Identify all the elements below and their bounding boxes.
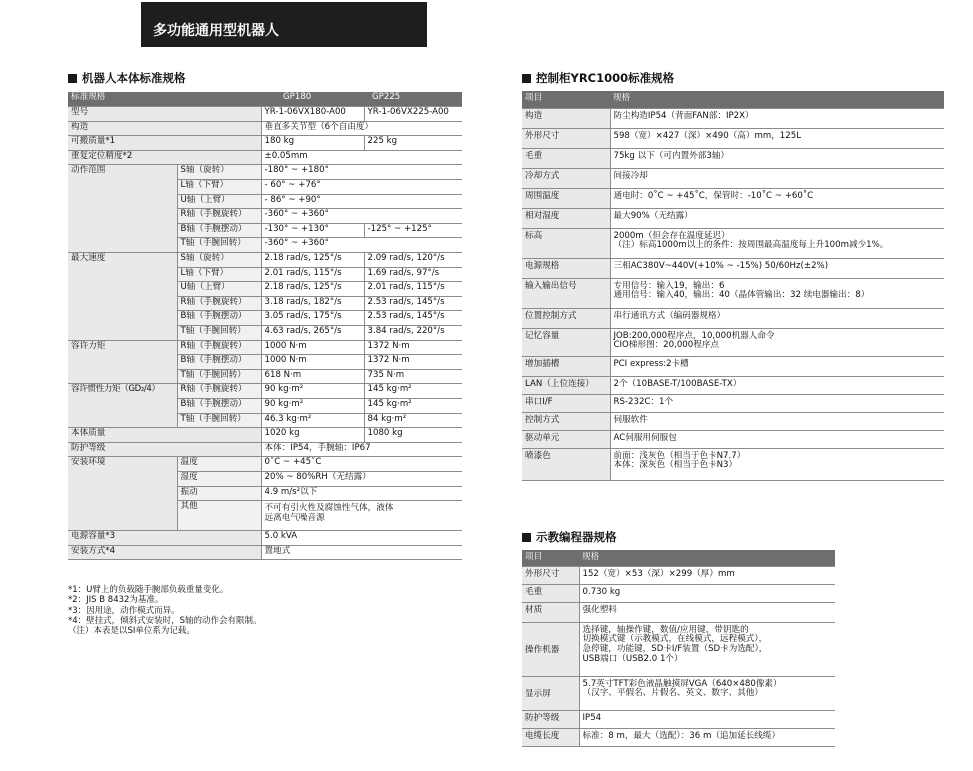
cell-gp225: 3.84 rad/s, 220°/s (364, 326, 462, 341)
value-line: 本体：深灰色（相当于色卡N3） (613, 460, 738, 471)
row-label: 相对湿度 (522, 208, 610, 228)
group-label-environment: 安装环境 (68, 457, 177, 531)
table-row (68, 107, 462, 122)
table-row (68, 150, 462, 165)
cell-value: 20% ~ 80%RH（无结露） (261, 471, 462, 486)
table-row (68, 253, 462, 268)
cell-gp225: 225 kg (364, 136, 462, 151)
cell-value: AC伺服用伺服包 (610, 430, 944, 448)
cell-gp225: -125° ~ +125° (364, 223, 462, 238)
row-label: 位置控制方式 (522, 308, 610, 328)
table-row (68, 545, 462, 560)
cell-value: PCI express:2卡槽 (610, 356, 944, 376)
env-label: 振动 (177, 486, 261, 501)
table-row (522, 376, 944, 394)
group-label-motion-range: 动作范围 (68, 165, 177, 253)
controller-spec-title-text: 控制柜YRC1000标准规格 (536, 71, 675, 85)
footnote: *1：U臂上的负载随手腕部负载重量变化。 (68, 585, 229, 595)
cell-value (610, 448, 944, 480)
row-label: 材质 (522, 602, 579, 622)
table-row (522, 448, 944, 480)
row-label: LAN（上位连接） (522, 376, 610, 394)
header-col-gp225: GP225 (364, 92, 462, 107)
row-label: 周围温度 (522, 188, 610, 208)
table-row (68, 136, 462, 151)
row-label: 驱动单元 (522, 430, 610, 448)
cell-gp180: YR-1-06VX180-A00 (261, 107, 364, 122)
cell-value: 强化塑料 (579, 602, 835, 622)
env-other-line: 不可有引火性及腐蚀性气体，液体 (264, 503, 394, 514)
cell-gp180: 3.05 rad/s, 175°/s (261, 311, 364, 326)
value-line: CIO梯形图：20,000程序点 (613, 340, 720, 351)
cell-value: 152（宽）×53（深）×299（厚）mm (579, 566, 835, 584)
env-label: 其他 (177, 501, 261, 531)
cell-value: 三相AC380V~440V(+10% ~ -15%) 50/60Hz(±2%) (610, 258, 944, 278)
row-label: 操作机器 (522, 622, 579, 676)
cell-value: ±0.05mm (261, 150, 462, 165)
cell-gp180: 3.18 rad/s, 182°/s (261, 296, 364, 311)
cell-value (261, 501, 462, 531)
cell-gp225: 84 kg·m² (364, 413, 462, 428)
axis-label: B轴（手腕摆动） (177, 355, 261, 370)
cell-value: 串行通讯方式（编码器规格） (610, 308, 944, 328)
table-row (68, 121, 462, 136)
row-label: 构造 (68, 121, 261, 136)
header-spec: 规格 (610, 91, 944, 108)
row-label: 外形尺寸 (522, 128, 610, 148)
banner-title: 多功能通用型机器人 (153, 23, 279, 39)
axis-label: T轴（手腕回转） (177, 369, 261, 384)
cell-gp225: 2.09 rad/s, 120°/s (364, 253, 462, 268)
row-label: 增加插槽 (522, 356, 610, 376)
table-row (522, 258, 944, 278)
row-label: 重复定位精度*2 (68, 150, 261, 165)
cell-gp180: 4.63 rad/s, 265°/s (261, 326, 364, 341)
table-row (522, 328, 944, 356)
cell-gp180: 180 kg (261, 136, 364, 151)
axis-label: T轴（手腕回转） (177, 326, 261, 341)
cell-gp180: 46.3 kg·m² (261, 413, 364, 428)
cell-value: 标准：8 m，最大（选配）：36 m（追加延长线缆） (579, 728, 835, 746)
value-line: 选择键，轴操作键，数值/应用键，带钥匙的 (582, 624, 749, 635)
table-row (522, 278, 944, 308)
row-label: 毛重 (522, 584, 579, 602)
cell-gp225: 1372 N·m (364, 340, 462, 355)
table-row (522, 676, 835, 710)
value-line: 通用信号：输入40，输出：40（晶体管输出：32 续电器输出：8） (613, 290, 870, 301)
footnote: *4：壁挂式，倾斜式安装时，S轴的动作会有限制。 (68, 615, 262, 626)
table-row (68, 428, 462, 443)
footnote: （注）本表是以SI单位系为记载。 (68, 626, 195, 637)
row-label: 显示屏 (522, 676, 579, 710)
cell-value: -360° ~ +360° (261, 238, 462, 253)
header-item: 项目 (522, 550, 579, 566)
cell-value: RS-232C：1个 (610, 394, 944, 412)
page-banner (141, 2, 427, 47)
table-header-row (68, 92, 462, 107)
row-label: 可搬质量*1 (68, 136, 261, 151)
pendant-spec-title (522, 529, 617, 545)
robot-spec-title-text: 机器人本体标准规格 (82, 71, 186, 85)
cell-gp180: 618 N·m (261, 369, 364, 384)
square-bullet-icon (522, 533, 531, 542)
row-label: 防护等级 (522, 710, 579, 728)
value-line: 切换模式键（示教模式，在线模式，远程模式）， (582, 634, 768, 645)
group-label-allowable-inertia: 容许惯性力矩（GD₂/4） (68, 384, 177, 428)
value-line: （汉字、平假名、片假名、英文、数字、其他） (582, 688, 763, 699)
row-label: 本体质量 (68, 428, 261, 443)
cell-value: 0.730 kg (579, 584, 835, 602)
cell-value: 5.0 kVA (261, 531, 462, 546)
cell-gp225: 735 N·m (364, 369, 462, 384)
row-label: 外形尺寸 (522, 566, 579, 584)
table-row (522, 188, 944, 208)
axis-label: R轴（手腕旋转） (177, 296, 261, 311)
table-row (522, 584, 835, 602)
header-item: 项目 (522, 91, 610, 108)
cell-gp225: 2.53 rad/s, 145°/s (364, 311, 462, 326)
axis-label: U轴（上臂） (177, 194, 261, 209)
table-row (522, 566, 835, 584)
cell-gp180: 90 kg·m² (261, 398, 364, 413)
cell-value (579, 622, 835, 676)
axis-label: S轴（旋转） (177, 253, 261, 268)
cell-value (579, 676, 835, 710)
table-row (522, 308, 944, 328)
axis-label: S轴（旋转） (177, 165, 261, 180)
header-col-gp180: GP180 (261, 92, 364, 107)
cell-gp180: 90 kg·m² (261, 384, 364, 399)
footnote: *2：JIS B 8432为基准。 (68, 595, 164, 606)
header-spec: 规格 (579, 550, 835, 566)
cell-gp225: 2.01 rad/s, 115°/s (364, 282, 462, 297)
cell-gp180: 1020 kg (261, 428, 364, 443)
axis-label: T轴（手腕回转） (177, 238, 261, 253)
table-row (522, 394, 944, 412)
row-label: 电源规格 (522, 258, 610, 278)
cell-gp225: 1372 N·m (364, 355, 462, 370)
value-line: 急停键，功能键，SD卡I/F装置（SD卡为选配）， (582, 644, 768, 655)
axis-label: R轴（手腕旋转） (177, 209, 261, 224)
cell-gp225: 1080 kg (364, 428, 462, 443)
cell-value: IP54 (579, 710, 835, 728)
header-label: 标准规格 (68, 92, 261, 107)
table-row (68, 165, 462, 180)
table-row (522, 710, 835, 728)
cell-value (610, 278, 944, 308)
group-label-allowable-moment: 容许力矩 (68, 340, 177, 384)
table-row (68, 442, 462, 457)
axis-label: T轴（手腕回转） (177, 413, 261, 428)
cell-value: 75kg 以下（可内置外部3轴） (610, 148, 944, 168)
value-line: 5.7英寸TFT彩色液晶触摸屏VGA（640×480像素） (582, 678, 782, 689)
value-line: 专用信号：输入19，输出：6 (613, 280, 725, 291)
cell-gp180: 2.18 rad/s, 125°/s (261, 253, 364, 268)
table-row (68, 384, 462, 399)
cell-value: 间接冷却 (610, 168, 944, 188)
cell-value: 通电时：0˚C ~ +45˚C，保管时：-10˚C ~ +60˚C (610, 188, 944, 208)
row-label: 电缆长度 (522, 728, 579, 746)
row-label: 电源容量*3 (68, 531, 261, 546)
row-label: 毛重 (522, 148, 610, 168)
row-label: 冷却方式 (522, 168, 610, 188)
cell-gp180: 2.18 rad/s, 125°/s (261, 282, 364, 297)
value-line: （注）标高1000m以上的条件：按周围最高温度每上升100m减少1%。 (613, 240, 889, 251)
cell-value: 最大90%（无结露） (610, 208, 944, 228)
table-row (522, 208, 944, 228)
axis-label: B轴（手腕摆动） (177, 223, 261, 238)
cell-gp225: 145 kg·m² (364, 398, 462, 413)
row-label: 喷漆色 (522, 448, 610, 480)
square-bullet-icon (68, 74, 77, 83)
axis-label: R轴（手腕旋转） (177, 340, 261, 355)
cell-value: - 86° ~ +90° (261, 194, 462, 209)
table-header-row (522, 550, 835, 566)
row-label: 输入输出信号 (522, 278, 610, 308)
table-row (522, 728, 835, 746)
axis-label: L轴（下臂） (177, 267, 261, 282)
table-row (522, 602, 835, 622)
cell-gp180: 1000 N·m (261, 355, 364, 370)
cell-value: 置地式 (261, 545, 462, 560)
cell-value: 伺服软件 (610, 412, 944, 430)
cell-value: 2个（10BASE-T/100BASE-TX） (610, 376, 944, 394)
table-row (68, 457, 462, 472)
table-row (522, 412, 944, 430)
cell-gp180: 1000 N·m (261, 340, 364, 355)
row-label: 记忆容量 (522, 328, 610, 356)
robot-spec-table (68, 92, 462, 560)
row-label: 型号 (68, 107, 261, 122)
axis-label: L轴（下臂） (177, 180, 261, 195)
row-label: 安装方式*4 (68, 545, 261, 560)
env-label: 湿度 (177, 471, 261, 486)
square-bullet-icon (522, 74, 531, 83)
robot-spec-title (68, 70, 186, 86)
controller-spec-table (522, 91, 944, 481)
table-row (522, 228, 944, 258)
group-label-max-speed: 最大速度 (68, 253, 177, 341)
value-line: 2000m（但会存在温度延迟） (613, 230, 730, 241)
table-row (68, 340, 462, 355)
table-row (68, 531, 462, 546)
cell-value: - 60° ~ +76° (261, 180, 462, 195)
cell-value: 598（宽）×427（深）×490（高）mm，125L (610, 128, 944, 148)
cell-gp225: 1.69 rad/s, 97°/s (364, 267, 462, 282)
axis-label: U轴（上臂） (177, 282, 261, 297)
footnotes (68, 585, 262, 636)
value-line: 前面：浅灰色（相当于色卡N7.7） (613, 450, 746, 461)
cell-value: 0˚C ~ +45˚C (261, 457, 462, 472)
controller-spec-title (522, 70, 674, 86)
pendant-spec-title-text: 示教编程器规格 (536, 530, 617, 544)
cell-gp180: -130° ~ +130° (261, 223, 364, 238)
row-label: 串口I/F (522, 394, 610, 412)
axis-label: B轴（手腕摆动） (177, 398, 261, 413)
row-label: 防护等级 (68, 442, 261, 457)
table-row (522, 168, 944, 188)
cell-value: -360° ~ +360° (261, 209, 462, 224)
footnote: *3：因用途，动作模式而异。 (68, 605, 180, 616)
table-row (522, 128, 944, 148)
value-line: USB端口（USB2.0 1个） (582, 654, 683, 665)
cell-value: 4.9 m/s²以下 (261, 486, 462, 501)
pendant-spec-table (522, 550, 835, 747)
table-row (522, 108, 944, 128)
cell-value (610, 228, 944, 258)
table-row (522, 356, 944, 376)
env-label: 温度 (177, 457, 261, 472)
row-label: 控制方式 (522, 412, 610, 430)
cell-gp180: 2.01 rad/s, 115°/s (261, 267, 364, 282)
axis-label: B轴（手腕摆动） (177, 311, 261, 326)
cell-gp225: YR-1-06VX225-A00 (364, 107, 462, 122)
cell-value (610, 328, 944, 356)
value-line: JOB:200,000程序点，10,000机器人命令 (613, 330, 775, 341)
cell-gp225: 2.53 rad/s, 145°/s (364, 296, 462, 311)
table-row (522, 148, 944, 168)
row-label: 构造 (522, 108, 610, 128)
table-header-row (522, 91, 944, 108)
cell-value: 本体：IP54，手腕轴：IP67 (261, 442, 462, 457)
table-row (522, 622, 835, 676)
cell-value: 垂直多关节型（6个自由度） (261, 121, 462, 136)
cell-value: -180° ~ +180° (261, 165, 462, 180)
row-label: 标高 (522, 228, 610, 258)
cell-gp225: 145 kg·m² (364, 384, 462, 399)
cell-value: 防尘构造IP54（背面FAN部：IP2X） (610, 108, 944, 128)
env-other-line: 远离电气噪音源 (264, 513, 325, 523)
axis-label: R轴（手腕旋转） (177, 384, 261, 399)
table-row (522, 430, 944, 448)
